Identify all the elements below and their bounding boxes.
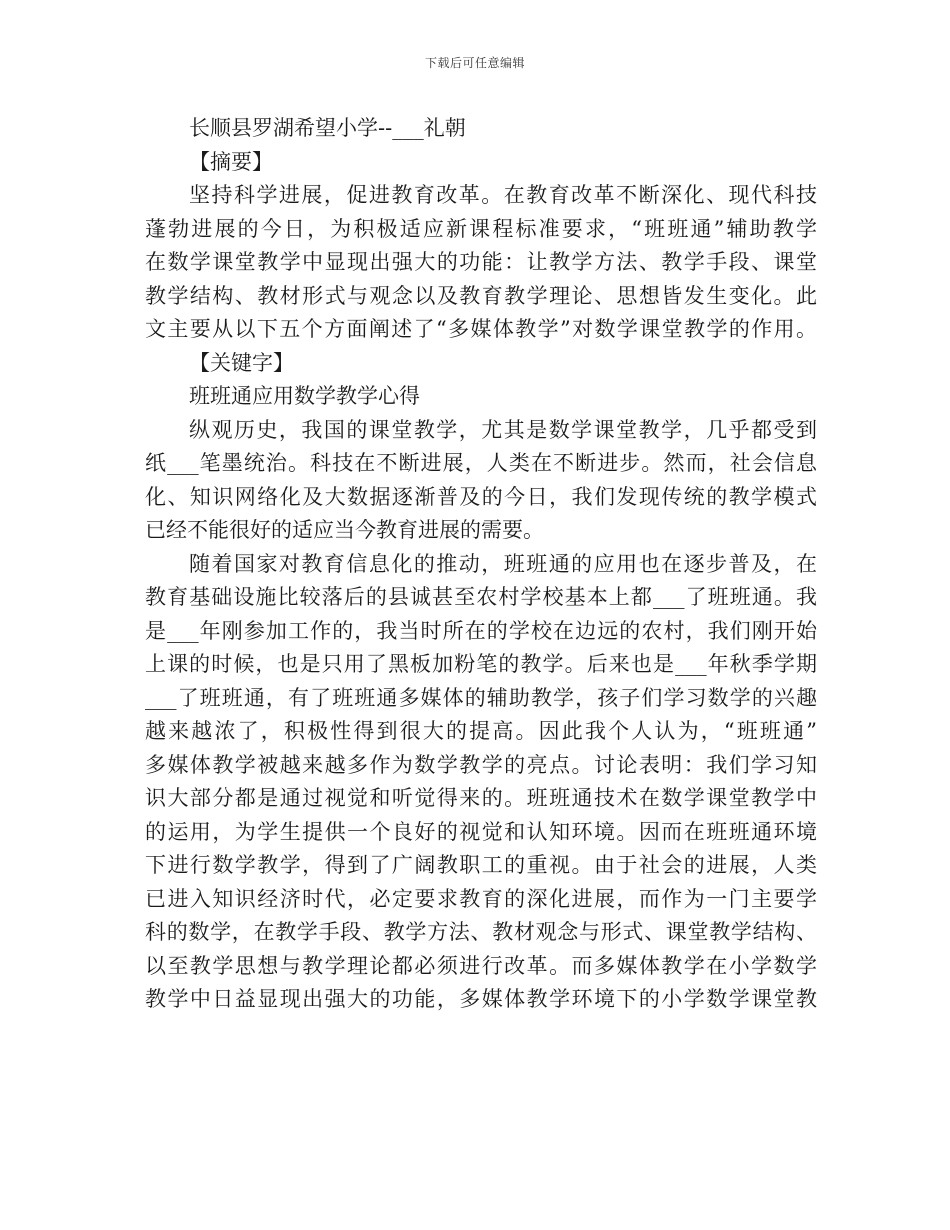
text-line: 纵观历史，我国的课堂教学，尤其是数学课堂教学，几乎都受到 bbox=[189, 417, 817, 442]
text-line: 随着国家对教育信息化的推动，班班通的应用也在逐步普及，在 bbox=[189, 551, 817, 576]
keywords-heading: 【关键字】 bbox=[189, 350, 294, 375]
text-line: 化、知识网络化及大数据逐渐普及的今日，我们发现传统的教学模式 bbox=[145, 484, 817, 509]
text-line: 的运用，为学生提供一个良好的视觉和认知环境。因而在班班通环境 bbox=[145, 819, 817, 844]
text-line: 文主要从以下五个方面阐述了“多媒体教学”对数学课堂教学的作用。 bbox=[145, 317, 817, 341]
text-line: 下进行数学教学，得到了广阔教职工的重视。由于社会的进展，人类 bbox=[145, 853, 817, 877]
text-line: 教学中日益显现出强大的功能，多媒体教学环境下的小学数学课堂教 bbox=[145, 987, 817, 1011]
text-line: 识大部分都是通过视觉和听觉得来的。班班通技术在数学课堂教学中 bbox=[145, 786, 817, 810]
text-line: 在数学课堂教学中显现出强大的功能：让教学方法、教学手段、课堂 bbox=[145, 250, 817, 274]
text-line: 教学结构、教材形式与观念以及教育教学理论、思想皆发生变化。此 bbox=[145, 283, 817, 308]
text-line: 坚持科学进展，促进教育改革。在教育改革不断深化、现代科技 bbox=[189, 183, 817, 207]
text-line: 多媒体教学被越来越多作为数学教学的亮点。讨论表明：我们学习知 bbox=[145, 752, 817, 777]
text-line: 教育基础设施比较落后的县诚甚至农村学校基本上都___了班班通。我 bbox=[145, 585, 817, 609]
text-line: 已进入知识经济时代，必定要求教育的深化进展，而作为一门主要学 bbox=[145, 886, 817, 911]
keywords-line: 班班通应用数学教学心得 bbox=[189, 384, 420, 408]
text-line: ___了班班通，有了班班通多媒体的辅助教学，孩子们学习数学的兴趣 bbox=[145, 685, 817, 710]
text-line: 以至教学思想与教学理论都必须进行改革。而多媒体教学在小学数学 bbox=[145, 953, 817, 978]
text-line: 蓬勃进展的今日，为积极适应新课程标准要求，“班班通”辅助教学 bbox=[145, 216, 817, 241]
abstract-heading: 【摘要】 bbox=[189, 149, 273, 174]
text-line: 上课的时候，也是只用了黑板加粉笔的教学。后来也是___年秋季学期 bbox=[145, 652, 817, 676]
text-line: 已经不能很好的适应当今教育进展的需要。 bbox=[145, 518, 544, 542]
author-line: 长顺县罗湖希望小学--___礼朝 bbox=[189, 116, 466, 140]
text-line: 科的数学，在教学手段、教学方法、教材观念与形式、课堂教学结构、 bbox=[145, 920, 817, 944]
text-line: 是___年刚参加工作的，我当时所在的学校在边远的农村，我们刚开始 bbox=[145, 618, 817, 643]
text-line: 纸___笔墨统治。科技在不断进展，人类在不断进步。然而，社会信息 bbox=[145, 451, 817, 475]
page-header: 下载后可任意编辑 bbox=[424, 56, 525, 70]
text-line: 越来越浓了，积极性得到很大的提高。因此我个人认为，“班班通” bbox=[145, 719, 817, 743]
document-body bbox=[145, 112, 817, 1017]
